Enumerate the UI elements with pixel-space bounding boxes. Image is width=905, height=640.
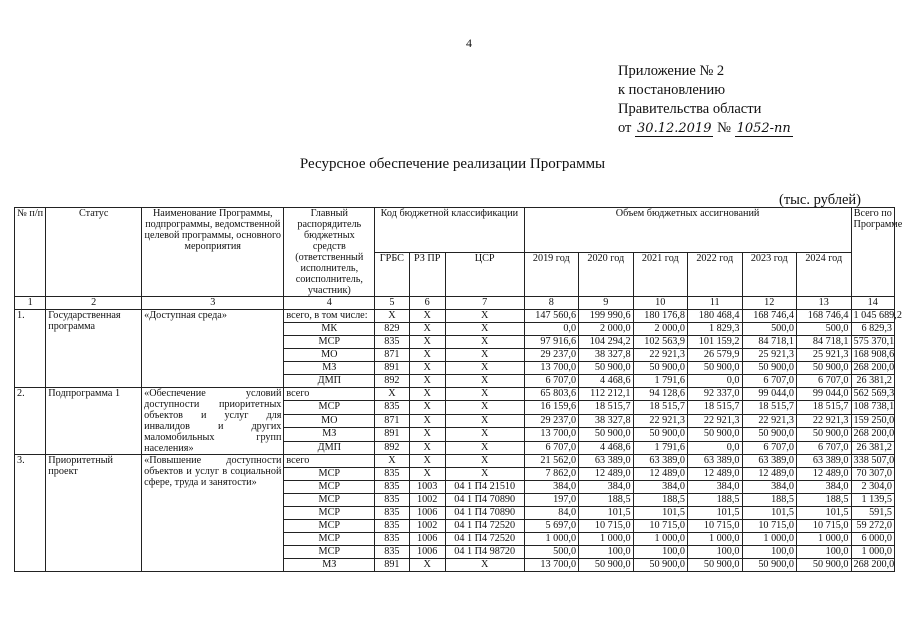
executor-cell: МСР <box>284 468 375 481</box>
csr-cell: X <box>445 388 524 401</box>
amount-cell: 50 900,0 <box>579 362 633 375</box>
grbs-cell: 892 <box>375 441 409 454</box>
amount-cell: 94 128,6 <box>633 388 687 401</box>
amount-cell: 188,5 <box>796 494 851 507</box>
total-cell: 268 200,0 <box>851 559 894 572</box>
amount-cell: 384,0 <box>688 481 742 494</box>
executor-cell: МЗ <box>284 559 375 572</box>
rzpr-cell: 1002 <box>409 520 445 533</box>
column-number: 12 <box>742 297 796 310</box>
total-cell: 2 304,0 <box>851 481 894 494</box>
amount-cell: 84 718,1 <box>796 336 851 349</box>
csr-cell: X <box>445 428 524 441</box>
amount-cell: 50 900,0 <box>633 559 687 572</box>
header-code: Код бюджетной классификации <box>375 208 524 253</box>
amount-cell: 6 707,0 <box>524 375 578 388</box>
rzpr-cell: 1003 <box>409 481 445 494</box>
amount-cell: 5 697,0 <box>524 520 578 533</box>
total-cell: 6 829,3 <box>851 323 894 336</box>
csr-cell: 04 1 П4 21510 <box>445 481 524 494</box>
amount-cell: 1 000,0 <box>742 533 796 546</box>
amount-cell: 6 707,0 <box>742 375 796 388</box>
rzpr-cell: X <box>409 323 445 336</box>
grbs-cell: X <box>375 310 409 323</box>
amount-cell: 168 746,4 <box>742 310 796 323</box>
resource-table <box>14 207 903 572</box>
units-label: (тыс. рублей) <box>779 192 861 208</box>
amount-cell: 63 389,0 <box>633 455 687 468</box>
amount-cell: 65 803,6 <box>524 388 578 401</box>
csr-cell: 04 1 П4 70890 <box>445 494 524 507</box>
rzpr-cell: X <box>409 428 445 441</box>
table-body <box>15 310 902 572</box>
grbs-cell: 891 <box>375 428 409 441</box>
grbs-cell: 835 <box>375 336 409 349</box>
column-number: 5 <box>375 297 409 310</box>
amount-cell: 101,5 <box>742 507 796 520</box>
amount-cell: 25 921,3 <box>796 349 851 362</box>
appendix-line-3: Правительства области <box>618 101 762 117</box>
amount-cell: 100,0 <box>579 546 633 559</box>
amount-cell: 1 791,6 <box>633 375 687 388</box>
amount-cell: 50 900,0 <box>742 559 796 572</box>
rzpr-cell: 1002 <box>409 494 445 507</box>
amount-cell: 6 707,0 <box>524 441 578 454</box>
amount-cell: 101,5 <box>796 507 851 520</box>
grbs-cell: 835 <box>375 533 409 546</box>
header-row-1 <box>15 208 895 253</box>
amount-cell: 50 900,0 <box>796 362 851 375</box>
header-year: 2023 год <box>742 252 796 297</box>
amount-cell: 13 700,0 <box>524 428 578 441</box>
rzpr-cell: X <box>409 455 445 468</box>
total-cell: 1 139,5 <box>851 494 894 507</box>
header-year: 2022 год <box>688 252 742 297</box>
amount-cell: 384,0 <box>742 481 796 494</box>
total-cell: 108 738,1 <box>851 401 894 414</box>
header-grbs: ГРБС <box>375 252 409 297</box>
executor-cell: МК <box>284 323 375 336</box>
csr-cell: X <box>445 323 524 336</box>
column-number: 13 <box>796 297 851 310</box>
total-cell: 26 381,2 <box>851 441 894 454</box>
amount-cell: 188,5 <box>633 494 687 507</box>
amount-cell: 26 579,9 <box>688 349 742 362</box>
header-year: 2019 год <box>524 252 578 297</box>
column-number: 2 <box>46 297 142 310</box>
amount-cell: 99 044,0 <box>742 388 796 401</box>
grbs-cell: X <box>375 388 409 401</box>
header-volume: Объем бюджетных ассигнований <box>524 208 851 253</box>
executor-cell: всего <box>284 388 375 401</box>
amount-cell: 180 176,8 <box>633 310 687 323</box>
csr-cell: X <box>445 310 524 323</box>
amount-cell: 50 900,0 <box>688 362 742 375</box>
header-year: 2024 год <box>796 252 851 297</box>
column-number: 8 <box>524 297 578 310</box>
document-title: Ресурсное обеспечение реализации Программы <box>299 156 606 172</box>
amount-cell: 1 829,3 <box>688 323 742 336</box>
amount-cell: 63 389,0 <box>579 455 633 468</box>
amount-cell: 18 515,7 <box>742 401 796 414</box>
rzpr-cell: X <box>409 401 445 414</box>
executor-cell: МО <box>284 349 375 362</box>
amount-cell: 12 489,0 <box>796 468 851 481</box>
executor-cell: МЗ <box>284 428 375 441</box>
amount-cell: 10 715,0 <box>579 520 633 533</box>
csr-cell: X <box>445 414 524 427</box>
amount-cell: 50 900,0 <box>796 559 851 572</box>
amount-cell: 199 990,6 <box>579 310 633 323</box>
amount-cell: 22 921,3 <box>742 414 796 427</box>
amount-cell: 6 707,0 <box>796 375 851 388</box>
amount-cell: 1 000,0 <box>524 533 578 546</box>
amount-cell: 50 900,0 <box>796 428 851 441</box>
column-number: 11 <box>688 297 742 310</box>
table-row <box>15 310 895 323</box>
amount-cell: 10 715,0 <box>688 520 742 533</box>
rzpr-cell: X <box>409 559 445 572</box>
amount-cell: 384,0 <box>579 481 633 494</box>
grbs-cell: 835 <box>375 546 409 559</box>
amount-cell: 84 718,1 <box>742 336 796 349</box>
amount-cell: 6 707,0 <box>742 441 796 454</box>
amount-cell: 4 468,6 <box>579 441 633 454</box>
appendix-line-1: Приложение № 2 <box>618 63 725 79</box>
executor-cell: МО <box>284 414 375 427</box>
csr-cell: X <box>445 349 524 362</box>
total-cell: 562 569,3 <box>851 388 894 401</box>
csr-cell: X <box>445 362 524 375</box>
csr-cell: X <box>445 441 524 454</box>
total-cell: 591,5 <box>851 507 894 520</box>
amount-cell: 188,5 <box>742 494 796 507</box>
amount-cell: 101,5 <box>633 507 687 520</box>
executor-cell: МСР <box>284 401 375 414</box>
grbs-cell: 891 <box>375 362 409 375</box>
section-status: Приоритетный проект <box>46 455 142 572</box>
amount-cell: 0,0 <box>524 323 578 336</box>
rzpr-cell: X <box>409 388 445 401</box>
amount-cell: 63 389,0 <box>688 455 742 468</box>
appendix-date-line <box>618 119 793 138</box>
grbs-cell: 835 <box>375 520 409 533</box>
amount-cell: 1 000,0 <box>579 533 633 546</box>
date-prefix: от <box>618 120 632 136</box>
column-number: 9 <box>579 297 633 310</box>
column-number: 10 <box>633 297 687 310</box>
amount-cell: 18 515,7 <box>688 401 742 414</box>
total-cell: 338 507,0 <box>851 455 894 468</box>
amount-cell: 168 746,4 <box>796 310 851 323</box>
amount-cell: 101 159,2 <box>688 336 742 349</box>
amount-cell: 22 921,3 <box>633 414 687 427</box>
page-number: 4 <box>466 36 472 50</box>
total-cell: 268 200,0 <box>851 428 894 441</box>
amount-cell: 10 715,0 <box>633 520 687 533</box>
csr-cell: 04 1 П4 98720 <box>445 546 524 559</box>
executor-cell: МСР <box>284 507 375 520</box>
executor-cell: МСР <box>284 494 375 507</box>
amount-cell: 10 715,0 <box>796 520 851 533</box>
amount-cell: 22 921,3 <box>633 349 687 362</box>
section-number: 3. <box>15 455 46 572</box>
amount-cell: 1 000,0 <box>633 533 687 546</box>
column-number: 1 <box>15 297 46 310</box>
section-status: Государственная программа <box>46 310 142 388</box>
executor-cell: МСР <box>284 481 375 494</box>
amount-cell: 22 921,3 <box>796 414 851 427</box>
total-cell: 59 272,0 <box>851 520 894 533</box>
rzpr-cell: X <box>409 375 445 388</box>
rzpr-cell: 1006 <box>409 546 445 559</box>
csr-cell: X <box>445 455 524 468</box>
column-number: 3 <box>142 297 284 310</box>
amount-cell: 500,0 <box>524 546 578 559</box>
rzpr-cell: X <box>409 349 445 362</box>
amount-cell: 92 337,0 <box>688 388 742 401</box>
amount-cell: 1 791,6 <box>633 441 687 454</box>
section-name: «Доступная среда» <box>142 310 284 388</box>
total-cell: 168 908,6 <box>851 349 894 362</box>
grbs-cell: 871 <box>375 414 409 427</box>
amount-cell: 63 389,0 <box>796 455 851 468</box>
section-number: 1. <box>15 310 46 388</box>
amount-cell: 0,0 <box>688 375 742 388</box>
amount-cell: 102 563,9 <box>633 336 687 349</box>
number-sign: № <box>717 120 731 136</box>
amount-cell: 50 900,0 <box>742 428 796 441</box>
rzpr-cell: X <box>409 362 445 375</box>
amount-cell: 384,0 <box>633 481 687 494</box>
amount-cell: 22 921,3 <box>688 414 742 427</box>
amount-cell: 188,5 <box>688 494 742 507</box>
column-number: 4 <box>284 297 375 310</box>
appendix-block <box>618 62 793 138</box>
header-year: 2020 год <box>579 252 633 297</box>
amount-cell: 50 900,0 <box>633 362 687 375</box>
amount-cell: 50 900,0 <box>688 559 742 572</box>
executor-cell: ДМП <box>284 441 375 454</box>
amount-cell: 21 562,0 <box>524 455 578 468</box>
csr-cell: X <box>445 401 524 414</box>
total-cell: 159 250,0 <box>851 414 894 427</box>
csr-cell: 04 1 П4 72520 <box>445 520 524 533</box>
amount-cell: 50 900,0 <box>688 428 742 441</box>
executor-cell: МСР <box>284 520 375 533</box>
header-csr: ЦСР <box>445 252 524 297</box>
header-year: 2021 год <box>633 252 687 297</box>
csr-cell: X <box>445 375 524 388</box>
column-number-row <box>15 297 895 310</box>
section-status: Подпрограмма 1 <box>46 388 142 455</box>
amount-cell: 97 916,6 <box>524 336 578 349</box>
total-cell: 268 200,0 <box>851 362 894 375</box>
total-cell: 26 381,2 <box>851 375 894 388</box>
total-cell: 575 370,1 <box>851 336 894 349</box>
executor-cell: МСР <box>284 546 375 559</box>
amount-cell: 384,0 <box>524 481 578 494</box>
amount-cell: 100,0 <box>742 546 796 559</box>
handwritten-number: 1052-пп <box>736 121 791 136</box>
executor-cell: МЗ <box>284 362 375 375</box>
grbs-cell: 835 <box>375 468 409 481</box>
grbs-cell: 829 <box>375 323 409 336</box>
csr-cell: X <box>445 468 524 481</box>
amount-cell: 147 560,6 <box>524 310 578 323</box>
csr-cell: X <box>445 336 524 349</box>
amount-cell: 50 900,0 <box>742 362 796 375</box>
table-row <box>15 388 895 401</box>
section-name: «Обеспечение условий доступности приоритетных объектов и услуг для инвалидов и других маломобильных групп населения» <box>142 388 284 455</box>
amount-cell: 84,0 <box>524 507 578 520</box>
amount-cell: 188,5 <box>579 494 633 507</box>
amount-cell: 29 237,0 <box>524 414 578 427</box>
amount-cell: 18 515,7 <box>579 401 633 414</box>
executor-cell: МСР <box>284 533 375 546</box>
rzpr-cell: X <box>409 441 445 454</box>
amount-cell: 13 700,0 <box>524 559 578 572</box>
amount-cell: 104 294,2 <box>579 336 633 349</box>
amount-cell: 16 159,6 <box>524 401 578 414</box>
rzpr-cell: X <box>409 336 445 349</box>
amount-cell: 101,5 <box>688 507 742 520</box>
amount-cell: 197,0 <box>524 494 578 507</box>
amount-cell: 0,0 <box>688 441 742 454</box>
rzpr-cell: X <box>409 468 445 481</box>
amount-cell: 2 000,0 <box>579 323 633 336</box>
executor-cell: всего <box>284 455 375 468</box>
grbs-cell: 835 <box>375 481 409 494</box>
total-cell: 70 307,0 <box>851 468 894 481</box>
header-total: Всего по Программе <box>851 208 894 297</box>
amount-cell: 100,0 <box>633 546 687 559</box>
column-number: 6 <box>409 297 445 310</box>
column-number: 7 <box>445 297 524 310</box>
csr-cell: 04 1 П4 72520 <box>445 533 524 546</box>
executor-cell: МСР <box>284 336 375 349</box>
amount-cell: 12 489,0 <box>579 468 633 481</box>
amount-cell: 63 389,0 <box>742 455 796 468</box>
header-status: Статус <box>46 208 142 297</box>
amount-cell: 50 900,0 <box>579 428 633 441</box>
grbs-cell: 835 <box>375 494 409 507</box>
amount-cell: 12 489,0 <box>742 468 796 481</box>
amount-cell: 7 862,0 <box>524 468 578 481</box>
rzpr-cell: 1006 <box>409 533 445 546</box>
column-number: 14 <box>851 297 894 310</box>
amount-cell: 384,0 <box>796 481 851 494</box>
executor-cell: ДМП <box>284 375 375 388</box>
amount-cell: 99 044,0 <box>796 388 851 401</box>
section-name: «Повышение доступности объектов и услуг в социальной сфере, труда и занятости» <box>142 455 284 572</box>
grbs-cell: 835 <box>375 401 409 414</box>
amount-cell: 101,5 <box>579 507 633 520</box>
amount-cell: 12 489,0 <box>688 468 742 481</box>
amount-cell: 50 900,0 <box>579 559 633 572</box>
amount-cell: 12 489,0 <box>633 468 687 481</box>
amount-cell: 180 468,4 <box>688 310 742 323</box>
amount-cell: 13 700,0 <box>524 362 578 375</box>
total-cell: 1 000,0 <box>851 546 894 559</box>
amount-cell: 4 468,6 <box>579 375 633 388</box>
amount-cell: 6 707,0 <box>796 441 851 454</box>
amount-cell: 100,0 <box>688 546 742 559</box>
handwritten-date: 30.12.2019 <box>637 121 712 136</box>
table-row <box>15 455 895 468</box>
amount-cell: 25 921,3 <box>742 349 796 362</box>
total-cell: 1 045 689,2 <box>851 310 894 323</box>
header-name: Наименование Программы, подпрограммы, ведомственной целевой программы, основного мероприятия <box>142 208 284 297</box>
section-number: 2. <box>15 388 46 455</box>
amount-cell: 1 000,0 <box>688 533 742 546</box>
amount-cell: 38 327,8 <box>579 349 633 362</box>
amount-cell: 18 515,7 <box>796 401 851 414</box>
amount-cell: 112 212,1 <box>579 388 633 401</box>
rzpr-cell: X <box>409 310 445 323</box>
amount-cell: 38 327,8 <box>579 414 633 427</box>
grbs-cell: 835 <box>375 507 409 520</box>
amount-cell: 10 715,0 <box>742 520 796 533</box>
executor-cell: всего, в том числе: <box>284 310 375 323</box>
total-cell: 6 000,0 <box>851 533 894 546</box>
header-manager: Главный распорядитель бюджетных средств (ответственный исполнитель, соисполнитель, участник) <box>284 208 375 297</box>
header-rzpr: РЗ ПР <box>409 252 445 297</box>
appendix-line-2: к постановлению <box>618 82 726 98</box>
grbs-cell: 891 <box>375 559 409 572</box>
rzpr-cell: 1006 <box>409 507 445 520</box>
header-no: № п/п <box>15 208 46 297</box>
grbs-cell: 871 <box>375 349 409 362</box>
grbs-cell: 892 <box>375 375 409 388</box>
amount-cell: 50 900,0 <box>633 428 687 441</box>
amount-cell: 18 515,7 <box>633 401 687 414</box>
amount-cell: 500,0 <box>742 323 796 336</box>
csr-cell: X <box>445 559 524 572</box>
amount-cell: 29 237,0 <box>524 349 578 362</box>
amount-cell: 1 000,0 <box>796 533 851 546</box>
amount-cell: 100,0 <box>796 546 851 559</box>
grbs-cell: X <box>375 455 409 468</box>
rzpr-cell: X <box>409 414 445 427</box>
csr-cell: 04 1 П4 70890 <box>445 507 524 520</box>
amount-cell: 500,0 <box>796 323 851 336</box>
amount-cell: 2 000,0 <box>633 323 687 336</box>
